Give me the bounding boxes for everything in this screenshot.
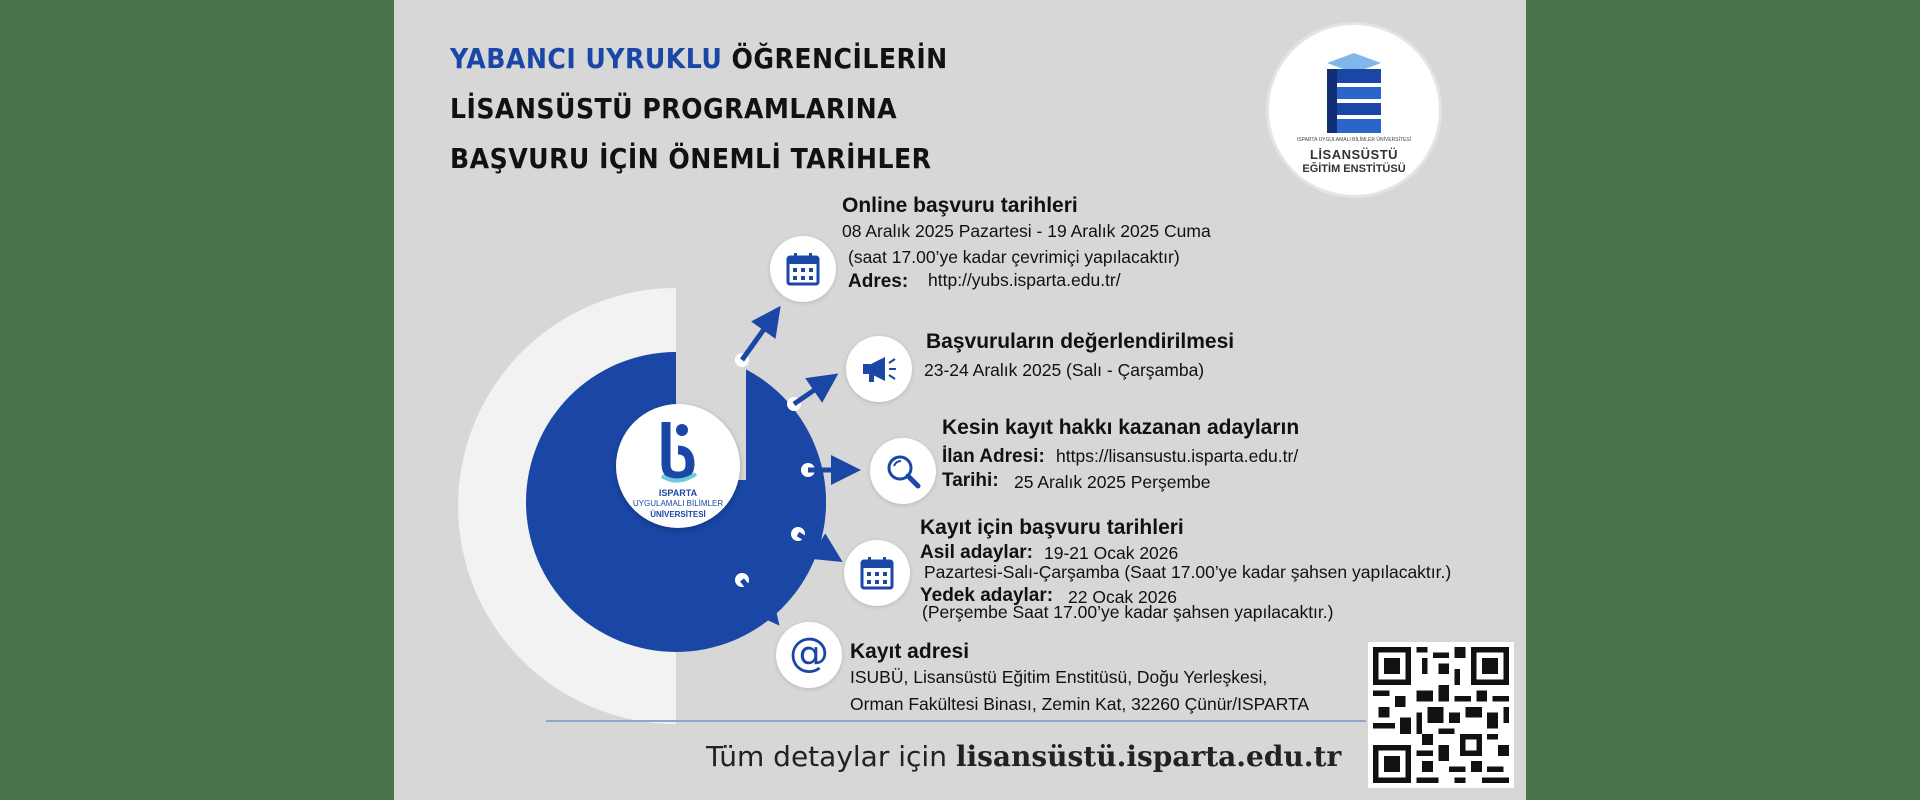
step-3-magnifier-icon xyxy=(870,438,936,504)
step-4-primary-date: 19-21 Ocak 2026 xyxy=(1044,543,1179,563)
title-rest: ÖĞRENCİLERİN xyxy=(731,42,948,75)
step-1-address-label: Adres: xyxy=(848,271,909,292)
title-line-3: BAŞVURU İÇİN ÖNEMLİ TARİHLER xyxy=(450,142,932,175)
step-4-primary-note: Pazartesi-Salı-Çarşamba (Saat 17.00’ye kadar şahsen yapılacaktır.) xyxy=(924,562,1452,582)
footer-text xyxy=(706,740,1341,773)
step-4-heading: Kayıt için başvuru tarihleri xyxy=(920,516,1184,539)
step-5-address-line1: ISUBÜ, Lisansüstü Eğitim Enstitüsü, Doğu Yerleşkesi, xyxy=(850,667,1268,687)
qr-code-icon xyxy=(1373,647,1509,783)
title-line-2: LİSANSÜSTÜ PROGRAMLARINA xyxy=(450,92,898,125)
step-5-at-icon xyxy=(776,622,842,688)
step-2-dates: 23-24 Aralık 2025 (Salı - Çarşamba) xyxy=(924,360,1205,380)
step-1-note: (saat 17.00’ye kadar çevrimiçi yapılacaktır) xyxy=(848,247,1180,267)
step-2-megaphone-icon xyxy=(846,336,912,402)
step-3-announce-label: İlan Adresi: xyxy=(942,446,1045,467)
step-3-date-value: 25 Aralık 2025 Perşembe xyxy=(1014,472,1211,492)
step-1-address-link[interactable]: http://yubs.isparta.edu.tr/ xyxy=(928,270,1121,290)
step-1-dates: 08 Aralık 2025 Pazartesi - 19 Aralık 2025 Cuma xyxy=(842,221,1211,241)
university-name-line2: UYGULAMALI BİLİMLER xyxy=(632,499,724,508)
step-4-reserve-date: 22 Ocak 2026 xyxy=(1068,587,1177,607)
step-2-heading: Başvuruların değerlendirilmesi xyxy=(926,330,1235,353)
step-3-announce-link[interactable]: https://lisansustu.isparta.edu.tr/ xyxy=(1056,446,1299,466)
at-symbol: @ xyxy=(789,630,829,676)
qr-code[interactable] xyxy=(1368,642,1514,788)
institute-name-line2: EĞİTİM ENSTİTÜSÜ xyxy=(1302,163,1406,175)
step-1-calendar-icon xyxy=(770,236,836,302)
step-4-primary-label: Asil adaylar: xyxy=(920,542,1033,563)
title-highlight: YABANCI UYRUKLU xyxy=(450,42,723,75)
university-name-line3: ÜNİVERSİTESİ xyxy=(650,510,706,519)
step-4-calendar-icon xyxy=(844,540,910,606)
step-3-date-label: Tarihi: xyxy=(942,470,999,491)
step-3-heading: Kesin kayıt hakkı kazanan adayların xyxy=(942,416,1300,439)
step-1-heading: Online başvuru tarihleri xyxy=(842,194,1078,217)
announcement-poster xyxy=(394,0,1526,800)
footer-prefix: Tüm detaylar için xyxy=(706,740,947,773)
footer-url[interactable]: lisansüstü.isparta.edu.tr xyxy=(955,740,1342,773)
step-5-address-line2: Orman Fakültesi Binası, Zemin Kat, 32260 Çünür/ISPARTA xyxy=(850,694,1310,714)
footer-divider xyxy=(546,720,1366,722)
step-4-reserve-note: (Perşembe Saat 17.00’ye kadar şahsen yapılacaktır.) xyxy=(922,602,1334,622)
institute-small-text: ISPARTA UYGULAMALI BİLİMLER ÜNİVERSİTESİ xyxy=(1296,137,1412,143)
step-5-heading: Kayıt adresi xyxy=(850,640,970,663)
institute-name-line1: LİSANSÜSTÜ xyxy=(1309,147,1399,162)
step-4-reserve-label: Yedek adaylar: xyxy=(920,585,1054,606)
university-name-line1: ISPARTA xyxy=(658,488,698,498)
